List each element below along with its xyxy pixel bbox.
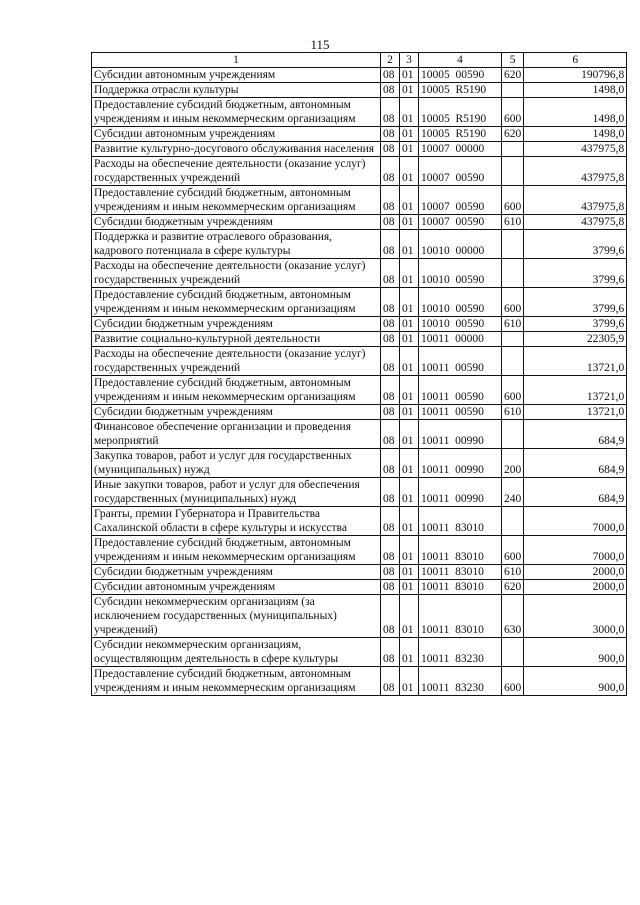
section-code-cell: 08: [381, 288, 400, 317]
row-name-cell: Предоставление субсидий бюджетным, автономным учреждениям и иным некоммерческим организациям: [92, 536, 381, 565]
target-article-cell: 10010 00590: [419, 288, 502, 317]
table-row: [92, 230, 627, 259]
subsection-code-cell: 01: [400, 478, 419, 507]
subsection-code-cell: 01: [400, 405, 419, 420]
row-name-cell: Расходы на обеспечение деятельности (оказание услуг) государственных учреждений: [92, 157, 381, 186]
amount-cell: 7000,0: [524, 507, 627, 536]
target-article-cell: 10010 00000: [419, 230, 502, 259]
expense-type-cell: [502, 420, 524, 449]
section-code-cell: 08: [381, 449, 400, 478]
table-row: [92, 288, 627, 317]
row-name-cell: Субсидии бюджетным учреждениям: [92, 215, 381, 230]
expense-type-cell: [502, 142, 524, 157]
row-name-cell: Финансовое обеспечение организации и проведения мероприятий: [92, 420, 381, 449]
target-article-cell: 10011 00590: [419, 405, 502, 420]
table-row: [92, 565, 627, 580]
table-row: [92, 420, 627, 449]
row-name-cell: Субсидии некоммерческим организациям, осуществляющим деятельность в сфере культуры: [92, 638, 381, 667]
table-row: [92, 157, 627, 186]
amount-cell: 13721,0: [524, 347, 627, 376]
subsection-code-cell: 01: [400, 565, 419, 580]
target-article-cell: 10011 83010: [419, 565, 502, 580]
expense-type-cell: 620: [502, 68, 524, 83]
expense-type-cell: [502, 347, 524, 376]
subsection-code-cell: 01: [400, 580, 419, 595]
expense-type-cell: 610: [502, 215, 524, 230]
row-name-cell: Предоставление субсидий бюджетным, автономным учреждениям и иным некоммерческим организациям: [92, 98, 381, 127]
expense-type-cell: 610: [502, 405, 524, 420]
section-code-cell: 08: [381, 98, 400, 127]
table-row: [92, 536, 627, 565]
subsection-code-cell: 01: [400, 507, 419, 536]
row-name-cell: Субсидии бюджетным учреждениям: [92, 317, 381, 332]
section-code-cell: 08: [381, 478, 400, 507]
section-code-cell: 08: [381, 127, 400, 142]
expense-type-cell: 600: [502, 98, 524, 127]
table-body: [92, 68, 627, 696]
amount-cell: 900,0: [524, 638, 627, 667]
target-article-cell: 10005 R5190: [419, 98, 502, 127]
target-article-cell: 10011 83010: [419, 595, 502, 638]
amount-cell: 13721,0: [524, 376, 627, 405]
subsection-code-cell: 01: [400, 259, 419, 288]
target-article-cell: 10011 83010: [419, 580, 502, 595]
target-article-cell: 10010 00590: [419, 317, 502, 332]
subsection-code-cell: 01: [400, 317, 419, 332]
subsection-code-cell: 01: [400, 83, 419, 98]
row-name-cell: Закупка товаров, работ и услуг для государственных (муниципальных) нужд: [92, 449, 381, 478]
expense-type-cell: 600: [502, 288, 524, 317]
table-row: [92, 332, 627, 347]
subsection-code-cell: 01: [400, 68, 419, 83]
subsection-code-cell: 01: [400, 288, 419, 317]
expense-type-cell: 600: [502, 667, 524, 696]
amount-cell: 684,9: [524, 478, 627, 507]
row-name-cell: Субсидии автономным учреждениям: [92, 580, 381, 595]
section-code-cell: 08: [381, 667, 400, 696]
table-row: [92, 667, 627, 696]
section-code-cell: 08: [381, 83, 400, 98]
amount-cell: 3799,6: [524, 259, 627, 288]
subsection-code-cell: 01: [400, 230, 419, 259]
expense-type-cell: [502, 332, 524, 347]
row-name-cell: Расходы на обеспечение деятельности (оказание услуг) государственных учреждений: [92, 347, 381, 376]
amount-cell: 437975,8: [524, 215, 627, 230]
row-name-cell: Предоставление субсидий бюджетным, автономным учреждениям и иным некоммерческим организациям: [92, 186, 381, 215]
table-row: [92, 259, 627, 288]
row-name-cell: Развитие культурно-досугового обслуживания населения: [92, 142, 381, 157]
row-name-cell: Расходы на обеспечение деятельности (оказание услуг) государственных учреждений: [92, 259, 381, 288]
section-code-cell: 08: [381, 405, 400, 420]
expense-type-cell: [502, 83, 524, 98]
table-row: [92, 317, 627, 332]
amount-cell: 437975,8: [524, 157, 627, 186]
amount-cell: 7000,0: [524, 536, 627, 565]
target-article-cell: 10011 83230: [419, 638, 502, 667]
expense-type-cell: 610: [502, 317, 524, 332]
table-row: [92, 638, 627, 667]
table-row: [92, 580, 627, 595]
row-name-cell: Субсидии бюджетным учреждениям: [92, 565, 381, 580]
table-row: [92, 347, 627, 376]
amount-cell: 190796,8: [524, 68, 627, 83]
row-name-cell: Развитие социально-культурной деятельности: [92, 332, 381, 347]
target-article-cell: 10010 00590: [419, 259, 502, 288]
subsection-code-cell: 01: [400, 215, 419, 230]
subsection-code-cell: 01: [400, 127, 419, 142]
target-article-cell: 10011 00590: [419, 376, 502, 405]
row-name-cell: Поддержка и развитие отраслевого образования, кадрового потенциала в сфере культуры: [92, 230, 381, 259]
section-code-cell: 08: [381, 638, 400, 667]
column-header: 5: [502, 53, 524, 68]
subsection-code-cell: 01: [400, 638, 419, 667]
expense-type-cell: 200: [502, 449, 524, 478]
section-code-cell: 08: [381, 142, 400, 157]
subsection-code-cell: 01: [400, 667, 419, 696]
target-article-cell: 10007 00590: [419, 215, 502, 230]
amount-cell: 3799,6: [524, 288, 627, 317]
section-code-cell: 08: [381, 215, 400, 230]
expense-type-cell: [502, 157, 524, 186]
row-name-cell: Гранты, премии Губернатора и Правительства Сахалинской области в сфере культуры и искусства: [92, 507, 381, 536]
row-name-cell: Предоставление субсидий бюджетным, автономным учреждениям и иным некоммерческим организациям: [92, 667, 381, 696]
row-name-cell: Субсидии бюджетным учреждениям: [92, 405, 381, 420]
column-header: 2: [381, 53, 400, 68]
target-article-cell: 10011 83230: [419, 667, 502, 696]
table-row: [92, 595, 627, 638]
section-code-cell: 08: [381, 580, 400, 595]
amount-cell: 1498,0: [524, 83, 627, 98]
row-name-cell: Предоставление субсидий бюджетным, автономным учреждениям и иным некоммерческим организациям: [92, 376, 381, 405]
table-row: [92, 215, 627, 230]
row-name-cell: Субсидии автономным учреждениям: [92, 68, 381, 83]
section-code-cell: 08: [381, 230, 400, 259]
row-name-cell: Поддержка отрасли культуры: [92, 83, 381, 98]
row-name-cell: Предоставление субсидий бюджетным, автономным учреждениям и иным некоммерческим организациям: [92, 288, 381, 317]
target-article-cell: 10011 00590: [419, 347, 502, 376]
expense-type-cell: 610: [502, 565, 524, 580]
table-row: [92, 449, 627, 478]
target-article-cell: 10007 00000: [419, 142, 502, 157]
section-code-cell: 08: [381, 420, 400, 449]
subsection-code-cell: 01: [400, 536, 419, 565]
subsection-code-cell: 01: [400, 157, 419, 186]
target-article-cell: 10005 00590: [419, 68, 502, 83]
amount-cell: 13721,0: [524, 405, 627, 420]
table-row: [92, 83, 627, 98]
target-article-cell: 10011 83010: [419, 507, 502, 536]
subsection-code-cell: 01: [400, 142, 419, 157]
expense-type-cell: [502, 507, 524, 536]
row-name-cell: Иные закупки товаров, работ и услуг для обеспечения государственных (муниципальных) нужд: [92, 478, 381, 507]
column-header: 1: [92, 53, 381, 68]
expense-type-cell: [502, 638, 524, 667]
subsection-code-cell: 01: [400, 332, 419, 347]
amount-cell: 684,9: [524, 420, 627, 449]
target-article-cell: 10007 00590: [419, 186, 502, 215]
amount-cell: 3000,0: [524, 595, 627, 638]
section-code-cell: 08: [381, 259, 400, 288]
column-header: 4: [419, 53, 502, 68]
row-name-cell: Субсидии некоммерческим организациям (за исключением государственных (муниципальных) учреждений): [92, 595, 381, 638]
subsection-code-cell: 01: [400, 347, 419, 376]
target-article-cell: 10011 00990: [419, 449, 502, 478]
amount-cell: 2000,0: [524, 565, 627, 580]
amount-cell: 684,9: [524, 449, 627, 478]
amount-cell: 437975,8: [524, 186, 627, 215]
target-article-cell: 10011 00000: [419, 332, 502, 347]
amount-cell: 2000,0: [524, 580, 627, 595]
expense-type-cell: 600: [502, 186, 524, 215]
expense-type-cell: [502, 230, 524, 259]
amount-cell: 3799,6: [524, 230, 627, 259]
table-row: [92, 376, 627, 405]
target-article-cell: 10005 R5190: [419, 127, 502, 142]
subsection-code-cell: 01: [400, 98, 419, 127]
subsection-code-cell: 01: [400, 449, 419, 478]
section-code-cell: 08: [381, 595, 400, 638]
table-row: [92, 98, 627, 127]
amount-cell: 3799,6: [524, 317, 627, 332]
table-row: [92, 68, 627, 83]
expense-type-cell: 600: [502, 536, 524, 565]
target-article-cell: 10005 R5190: [419, 83, 502, 98]
target-article-cell: 10007 00590: [419, 157, 502, 186]
column-header: 3: [400, 53, 419, 68]
table-row: [92, 405, 627, 420]
subsection-code-cell: 01: [400, 186, 419, 215]
section-code-cell: 08: [381, 332, 400, 347]
subsection-code-cell: 01: [400, 595, 419, 638]
amount-cell: 900,0: [524, 667, 627, 696]
row-name-cell: Субсидии автономным учреждениям: [92, 127, 381, 142]
section-code-cell: 08: [381, 68, 400, 83]
subsection-code-cell: 01: [400, 420, 419, 449]
table-row: [92, 186, 627, 215]
expense-type-cell: 630: [502, 595, 524, 638]
table-header-row: [92, 53, 627, 68]
table-row: [92, 142, 627, 157]
amount-cell: 22305,9: [524, 332, 627, 347]
section-code-cell: 08: [381, 317, 400, 332]
section-code-cell: 08: [381, 536, 400, 565]
subsection-code-cell: 01: [400, 376, 419, 405]
expense-type-cell: 620: [502, 580, 524, 595]
expense-type-cell: 600: [502, 376, 524, 405]
target-article-cell: 10011 00990: [419, 420, 502, 449]
target-article-cell: 10011 83010: [419, 536, 502, 565]
target-article-cell: 10011 00990: [419, 478, 502, 507]
section-code-cell: 08: [381, 157, 400, 186]
amount-cell: 1498,0: [524, 127, 627, 142]
section-code-cell: 08: [381, 347, 400, 376]
page-number: 115: [310, 37, 330, 52]
table-row: [92, 507, 627, 536]
section-code-cell: 08: [381, 376, 400, 405]
expense-type-cell: 620: [502, 127, 524, 142]
budget-table: [91, 52, 627, 696]
expense-type-cell: [502, 259, 524, 288]
amount-cell: 437975,8: [524, 142, 627, 157]
amount-cell: 1498,0: [524, 98, 627, 127]
expense-type-cell: 240: [502, 478, 524, 507]
table-row: [92, 478, 627, 507]
section-code-cell: 08: [381, 186, 400, 215]
section-code-cell: 08: [381, 507, 400, 536]
section-code-cell: 08: [381, 565, 400, 580]
column-header: 6: [524, 53, 627, 68]
table-row: [92, 127, 627, 142]
